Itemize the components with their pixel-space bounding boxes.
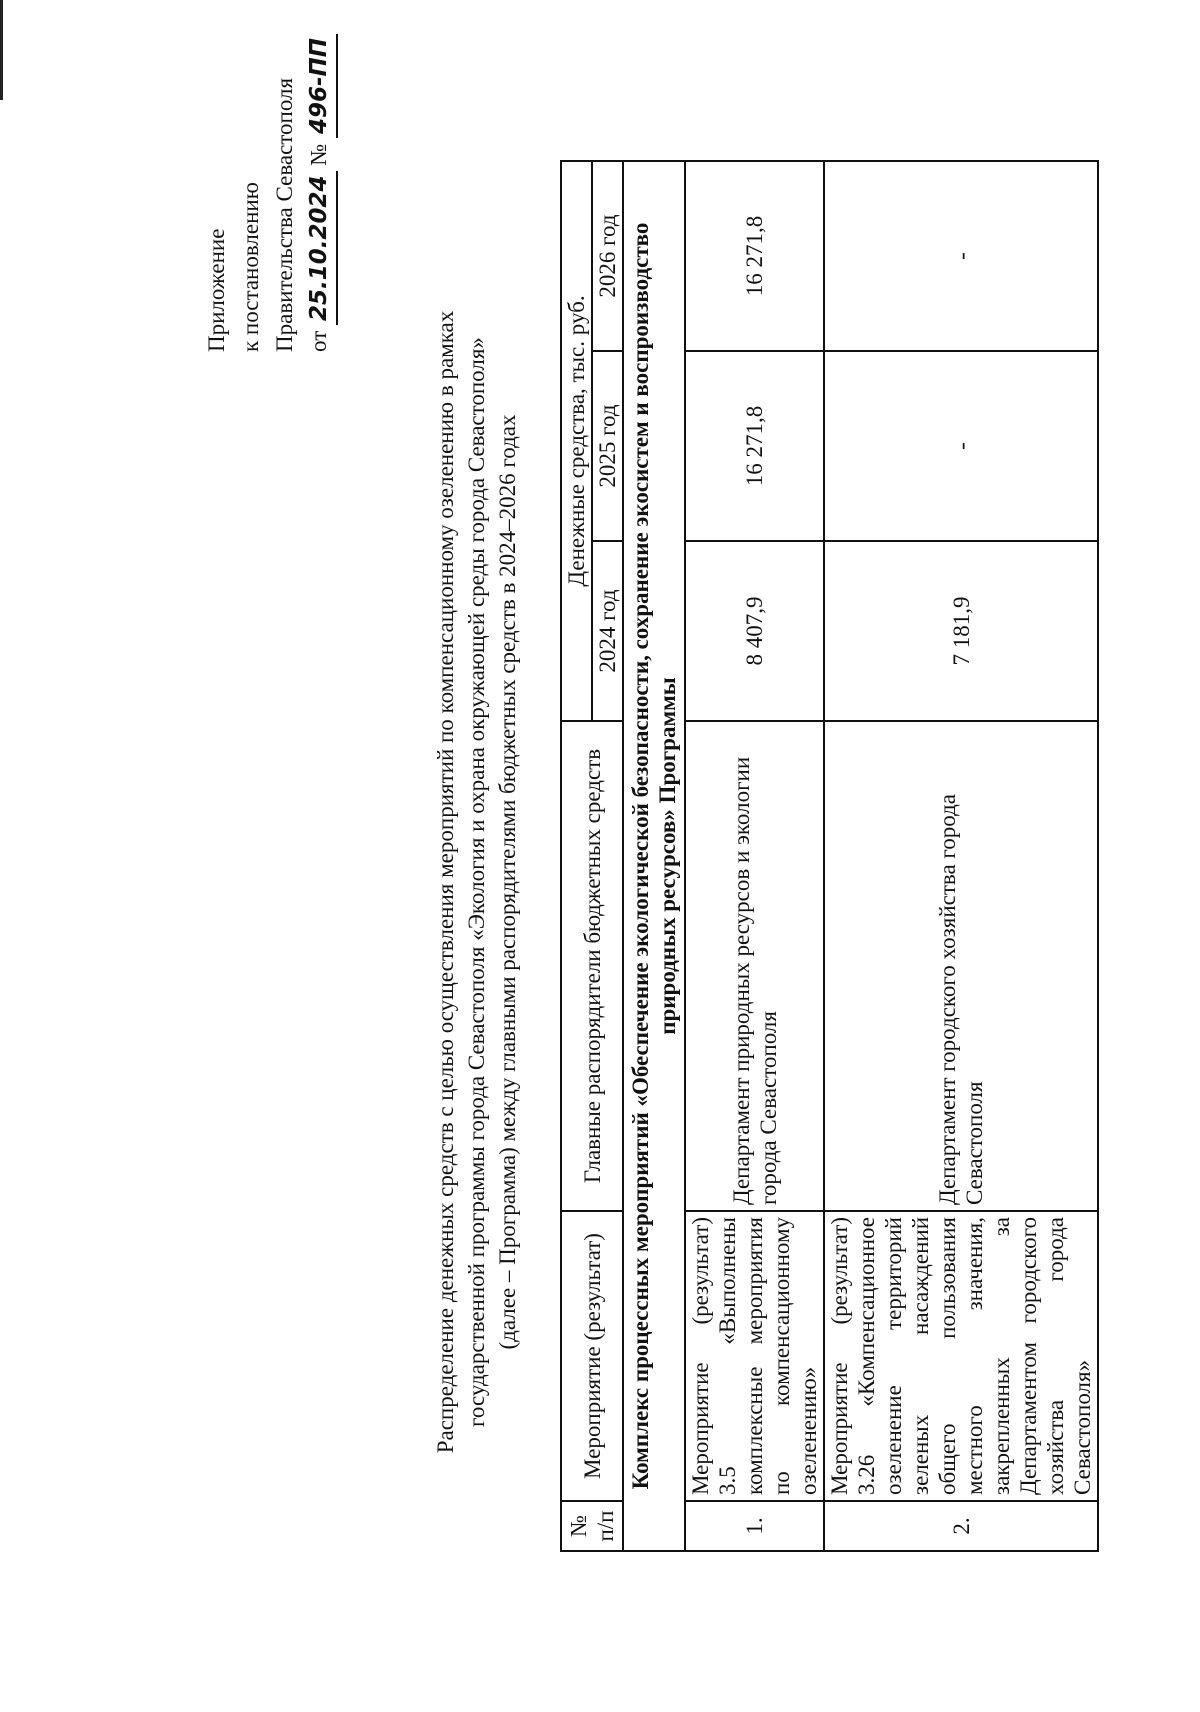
section-row (623, 161, 685, 1551)
title-line1: Распределение денежных средств с целью осуществления мероприятий по компенсационному озеленению в рамках (433, 310, 458, 1454)
row-2024: 7 181,9 (824, 541, 1098, 721)
row-event: Мероприятие (результат) 3.5 «Выполнены комплексные мероприятия по компенсационному озеленению» (685, 1211, 824, 1501)
section-title: Комплекс процессных мероприятий «Обеспечение экологической безопасности, сохранение экосистем и воспроизводство природных ресурсов» Программы (623, 161, 685, 1551)
handwritten-number: 496-ПП (302, 34, 338, 138)
appendix-line3: Правительства Севастополя (272, 77, 297, 352)
header-event: Мероприятие (результат) (561, 1211, 623, 1501)
header-2024: 2024 год (592, 541, 623, 721)
header-2025: 2025 год (592, 351, 623, 541)
row-2024: 8 407,9 (685, 541, 824, 721)
row-num: 2. (824, 1501, 1098, 1551)
row-manager: Департамент природных ресурсов и экологии города Севастополя (685, 721, 824, 1211)
title-line2: государственной программы города Севастополя «Экология и охрана окружающей среды города Севастополя» (464, 337, 489, 1427)
row-manager: Департамент городского хозяйства города Севастополя (824, 721, 1098, 1211)
appendix-line2: к постановлению (238, 182, 263, 352)
appendix-block (200, 34, 338, 352)
document-title (430, 262, 523, 1502)
funds-table (560, 160, 1099, 1552)
row-2025: 16 271,8 (685, 351, 824, 541)
header-2026: 2026 год (592, 161, 623, 351)
header-funds: Денежные средства, тыс. руб. (561, 161, 592, 721)
table-row (824, 161, 1098, 1551)
ot-label: от (306, 330, 331, 352)
handwritten-date: 25.10.2024 (302, 171, 338, 325)
table-row (685, 161, 824, 1551)
row-2025: - (824, 351, 1098, 541)
title-line3: (далее – Программа) между главными распорядителями бюджетных средств в 2024–2026 годах (495, 414, 520, 1350)
appendix-date-line (302, 34, 338, 352)
header-num: № п/п (561, 1501, 623, 1551)
header-managers: Главные распорядители бюджетных средств (561, 721, 623, 1211)
appendix-line1: Приложение (204, 228, 229, 352)
row-num: 1. (685, 1501, 824, 1551)
row-event: Мероприятие (результат) 3.26 «Компенсационное озеленение территорий зеленых насаждений общего пользования местного значения, закрепленных за Департаментом городского хозяйства города Севастополя» (824, 1211, 1098, 1501)
row-2026: 16 271,8 (685, 161, 824, 351)
header-row (561, 161, 592, 1551)
row-2026: - (824, 161, 1098, 351)
number-label: № (306, 143, 331, 166)
